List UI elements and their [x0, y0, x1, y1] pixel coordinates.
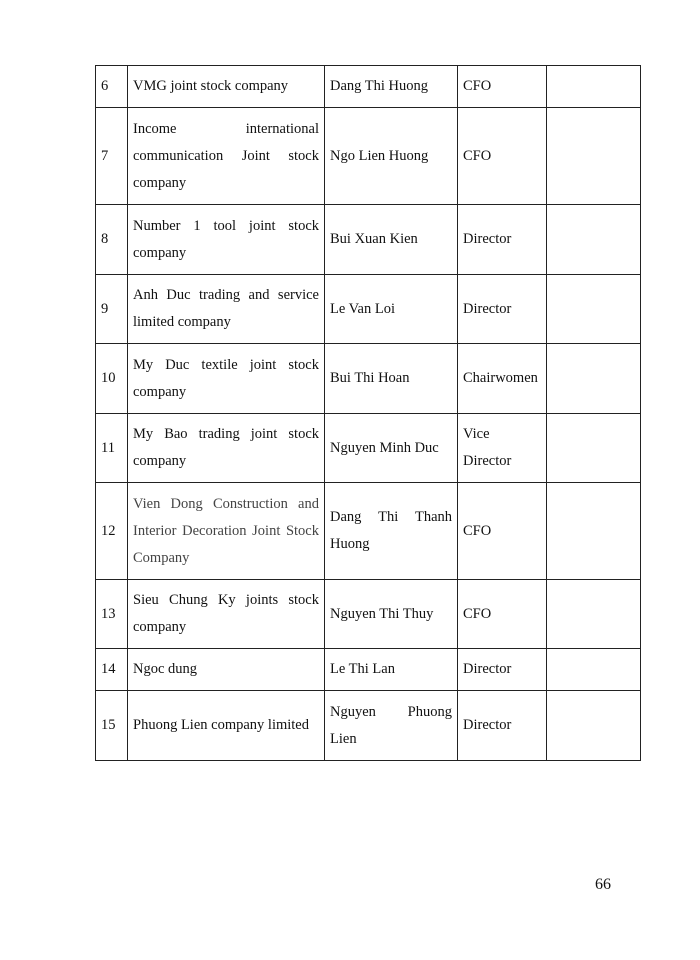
note-cell	[547, 275, 641, 344]
note-cell	[547, 649, 641, 691]
company-name: Income international communication Joint stock company	[128, 108, 325, 205]
row-number: 12	[96, 483, 128, 580]
page-number: 66	[595, 876, 611, 893]
table-row	[96, 691, 641, 761]
contact-person: Bui Thi Hoan	[325, 344, 458, 414]
contact-person: Nguyen Minh Duc	[325, 414, 458, 483]
table-row	[96, 66, 641, 108]
row-number: 8	[96, 205, 128, 275]
row-number: 11	[96, 414, 128, 483]
contact-person: Nguyen Phuong Lien	[325, 691, 458, 761]
row-number: 10	[96, 344, 128, 414]
contact-person: Le Thi Lan	[325, 649, 458, 691]
note-cell	[547, 66, 641, 108]
position: Vice Director	[458, 414, 547, 483]
contact-person: Ngo Lien Huong	[325, 108, 458, 205]
table-row	[96, 344, 641, 414]
note-cell	[547, 580, 641, 649]
contact-person: Nguyen Thi Thuy	[325, 580, 458, 649]
company-name: Anh Duc trading and service limited company	[128, 275, 325, 344]
row-number: 14	[96, 649, 128, 691]
company-name: My Bao trading joint stock company	[128, 414, 325, 483]
row-number: 15	[96, 691, 128, 761]
note-cell	[547, 108, 641, 205]
note-cell	[547, 691, 641, 761]
table-row	[96, 275, 641, 344]
company-name: Number 1 tool joint stock company	[128, 205, 325, 275]
position: Director	[458, 691, 547, 761]
note-cell	[547, 414, 641, 483]
table-row	[96, 108, 641, 205]
note-cell	[547, 344, 641, 414]
company-name: Phuong Lien company limited	[128, 691, 325, 761]
contact-person: Dang Thi Huong	[325, 66, 458, 108]
row-number: 7	[96, 108, 128, 205]
note-cell	[547, 483, 641, 580]
position: CFO	[458, 483, 547, 580]
company-contacts-table	[95, 65, 641, 761]
table-row	[96, 414, 641, 483]
position: Director	[458, 275, 547, 344]
note-cell	[547, 205, 641, 275]
position: CFO	[458, 580, 547, 649]
row-number: 6	[96, 66, 128, 108]
company-name: My Duc textile joint stock company	[128, 344, 325, 414]
contact-person: Bui Xuan Kien	[325, 205, 458, 275]
table-row	[96, 649, 641, 691]
company-name: VMG joint stock company	[128, 66, 325, 108]
table-row	[96, 580, 641, 649]
table-row	[96, 483, 641, 580]
company-name: Vien Dong Construction and Interior Decoration Joint Stock Company	[128, 483, 325, 580]
position: CFO	[458, 108, 547, 205]
contact-person: Le Van Loi	[325, 275, 458, 344]
row-number: 13	[96, 580, 128, 649]
contact-person: Dang Thi Thanh Huong	[325, 483, 458, 580]
position: CFO	[458, 66, 547, 108]
position: Director	[458, 205, 547, 275]
company-name: Ngoc dung	[128, 649, 325, 691]
row-number: 9	[96, 275, 128, 344]
position: Director	[458, 649, 547, 691]
position: Chairwomen	[458, 344, 547, 414]
company-name: Sieu Chung Ky joints stock company	[128, 580, 325, 649]
table-row	[96, 205, 641, 275]
